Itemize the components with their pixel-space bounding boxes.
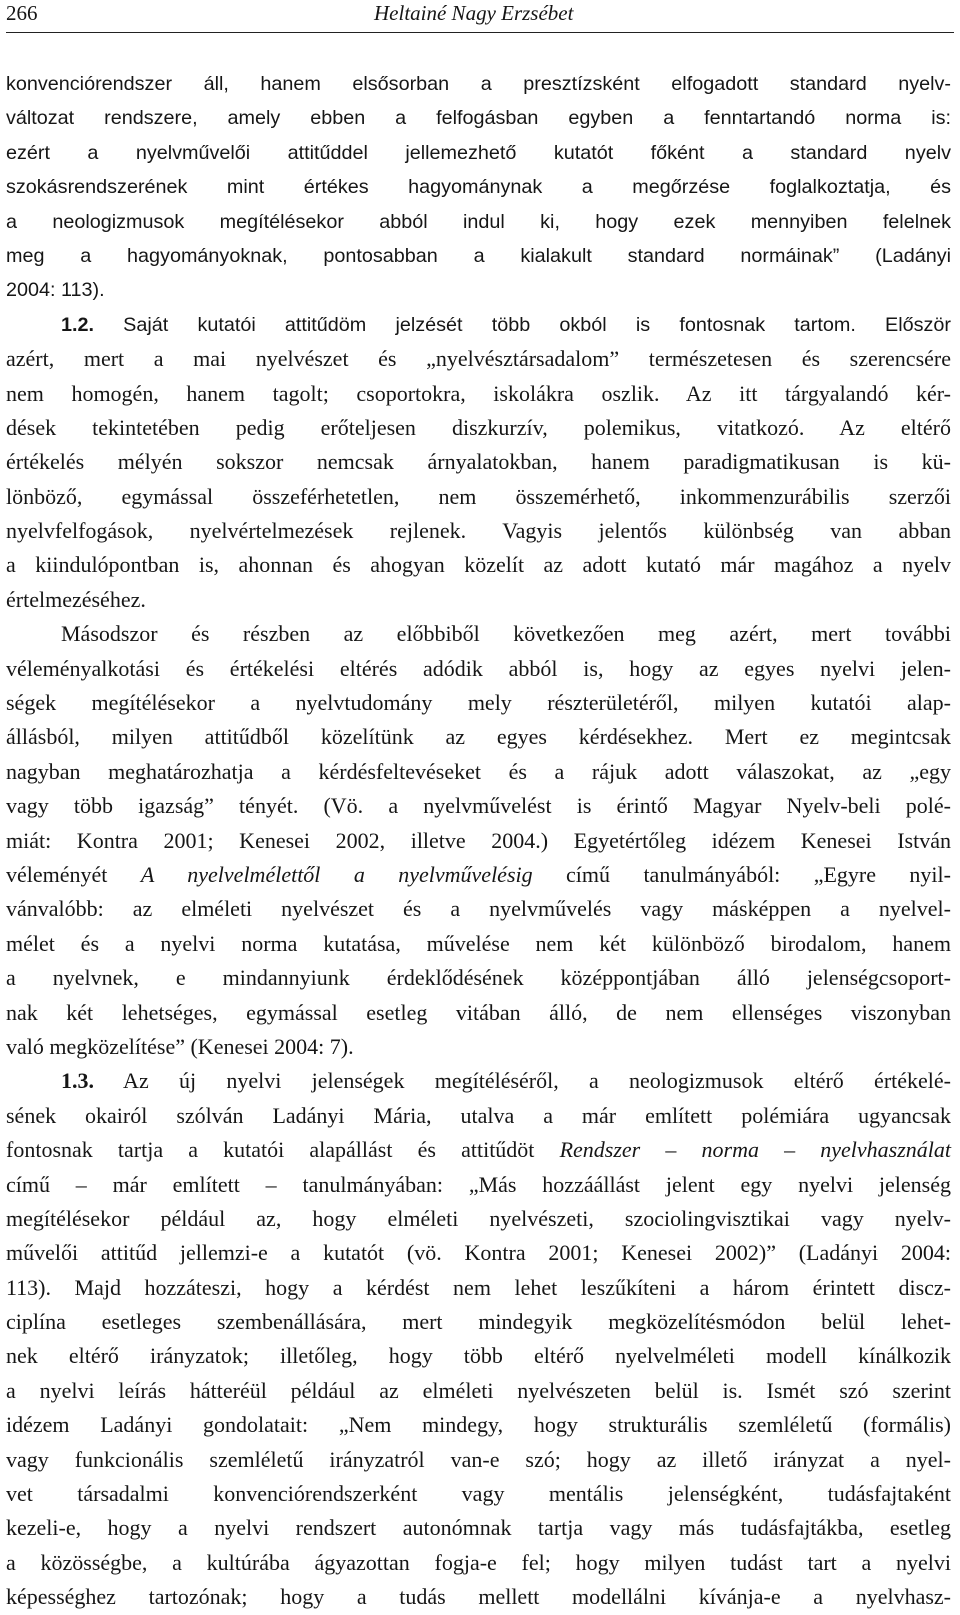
text-line: szokásrendszerének mint értékes hagyománynak a megőrzése foglalkoztatja, és (6, 176, 951, 199)
text-line: ségek megítélésekor a nyelvtudomány mely részterületéről, milyen kutatói alap- (6, 690, 951, 716)
text-line: ciplína esetleges szembenállására, mert mindegyik megközelítésmódon belül lehet- (6, 1309, 951, 1335)
text-line: megítélésekor például az, hogy elméleti nyelvészeti, szociolingvisztikai vagy nyelv- (6, 1205, 951, 1231)
body-text (6, 67, 951, 1615)
text-line: nem homogén, hanem tagolt; csoportokra, iskolákra oszlik. Az itt tárgyalandó kér- (6, 380, 951, 406)
page-number: 266 (6, 1, 38, 25)
text-line: képességhez tartozónak; hogy a tudás mellett modellálni kívánja-e a nyelvhasz- (6, 1584, 951, 1610)
text-line: azért, mert a mai nyelvészet és „nyelvésztársadalom” természetesen és szerencsére (6, 346, 951, 372)
text-line: vagy több igazság” tényét. (Vö. a nyelvművelést is érintő Magyar Nyelv-beli polé- (6, 793, 951, 819)
running-header (6, 0, 954, 33)
text-line: című – már említett – tanulmányában: „Más hozzáállást jelent egy nyelvi jelenség (6, 1171, 951, 1197)
text-line: fontosnak tartja a kutatói alapállást és attitűdöt Rendszer – norma – nyelvhasználat (6, 1137, 951, 1163)
text-line: változat rendszere, amely ebben a felfogásban egyben a fenntartandó norma is: (6, 107, 951, 130)
text-line: a nyelvi leírás hátteréül például az elméleti nyelvészeten belül is. Ismét szó szerint (6, 1377, 951, 1403)
text-line: nak két lehetséges, egymással esetleg vitában álló, de nem ellenséges viszonyban (6, 999, 951, 1025)
text-line: mélet és a nyelvi norma kutatása, művelése nem két különböző birodalom, hanem (6, 930, 951, 956)
text-line: konvenciórendszer áll, hanem elsősorban a presztízsként elfogadott standard nyelv- (6, 73, 951, 95)
text-line: művelői attitűd jellemzi-e a kutatót (vö. Kontra 2001; Kenesei 2002)” (Ladányi 2004: (6, 1240, 951, 1266)
text-line: meg a hagyományoknak, pontosabban a kialakult standard normáinak” (Ladányi (6, 244, 951, 267)
text-line: a neologizmusok megítélésekor abból indul ki, hogy ezek mennyiben felelnek (6, 210, 951, 233)
text-line: sének okairól szólván Ladányi Mária, utalva a már említett polémiára ugyancsak (6, 1102, 951, 1128)
text-line: 1.2. Saját kutatói attitűdöm jelzését több okból is fontosnak tartom. Először (61, 313, 951, 336)
running-head-author: Heltainé Nagy Erzsébet (374, 1, 574, 25)
text-line: miát: Kontra 2001; Kenesei 2002, illetve 2004.) Egyetértőleg idézem Kenesei István (6, 827, 951, 853)
text-line: értékelés mélyén sokszor nemcsak árnyalatokban, hanem paradigmatikusan is kü- (6, 449, 951, 475)
text-line: 113). Majd hozzáteszi, hogy a kérdést nem lehet leszűkíteni a három érintett discz- (6, 1274, 951, 1300)
text-line: 2004: 113). (6, 279, 105, 302)
text-line: véleményét A nyelvelmélettől a nyelvművelésig című tanulmányából: „Egyre nyil- (6, 861, 951, 887)
text-line: vánvalóbb: az elméleti nyelvészet és a nyelvművelés vagy másképpen a nyelvel- (6, 896, 951, 922)
text-line: vagy funkcionális szemléletű irányzatról van-e szó; hogy az illető irányzat a nyel- (6, 1446, 951, 1472)
text-line: véleményalkotási és értékelési eltérés adódik abból is, hogy az egyes nyelvi jelen- (6, 655, 951, 681)
text-line: nyelvfelfogások, nyelvértelmezések rejlenek. Vagyis jelentős különbség van abban (6, 518, 951, 544)
text-line: nek eltérő irányzatok; illetőleg, hogy több eltérő nyelvelméleti modell kínálkozik (6, 1343, 951, 1369)
text-line: dések tekintetében pedig erőteljesen diszkurzív, polemikus, vitatkozó. Az eltérő (6, 414, 951, 440)
text-line: vet társadalmi konvenciórendszerként vagy mentális jelenségként, tudásfajtaként (6, 1481, 951, 1507)
text-line: 1.3. Az új nyelvi jelenségek megítéléséről, a neologizmusok eltérő értékelé- (61, 1068, 951, 1094)
text-line: állásból, milyen attitűdből közelítünk az egyes kérdésekhez. Mert ez megintcsak (6, 724, 951, 750)
text-line: ezért a nyelvművelői attitűddel jellemezhető kutatót főként a standard nyelv (6, 141, 951, 164)
text-line: értelmezéséhez. (6, 586, 146, 612)
text-line: a nyelvnek, e mindannyiunk érdeklődésének középpontjában álló jelenségcsoport- (6, 965, 951, 991)
text-line: a kiindulópontban is, ahonnan és ahogyan közelít az adott kutató már magához a nyelv (6, 552, 951, 578)
text-line: való megközelítése” (Kenesei 2004: 7). (6, 1033, 354, 1059)
text-line: idézem Ladányi gondolatait: „Nem mindegy, hogy strukturális szemléletű (formális) (6, 1412, 951, 1438)
text-line: nagyban meghatározhatja a kérdésfeltevéseket és a rájuk adott válaszokat, az „egy (6, 758, 951, 784)
text-line: a közösségbe, a kultúrába ágyazottan fogja-e fel; hogy milyen tudást tart a nyelvi (6, 1549, 951, 1575)
text-line: Másodszor és részben az előbbiből következően meg azért, mert további (61, 621, 951, 647)
text-line: kezeli-e, hogy a nyelvi rendszert autonómnak tartja vagy más tudásfajtákba, esetleg (6, 1515, 951, 1541)
text-line: lönböző, egymással összeférhetetlen, nem összemérhető, inkommenzurábilis szerzői (6, 483, 951, 509)
